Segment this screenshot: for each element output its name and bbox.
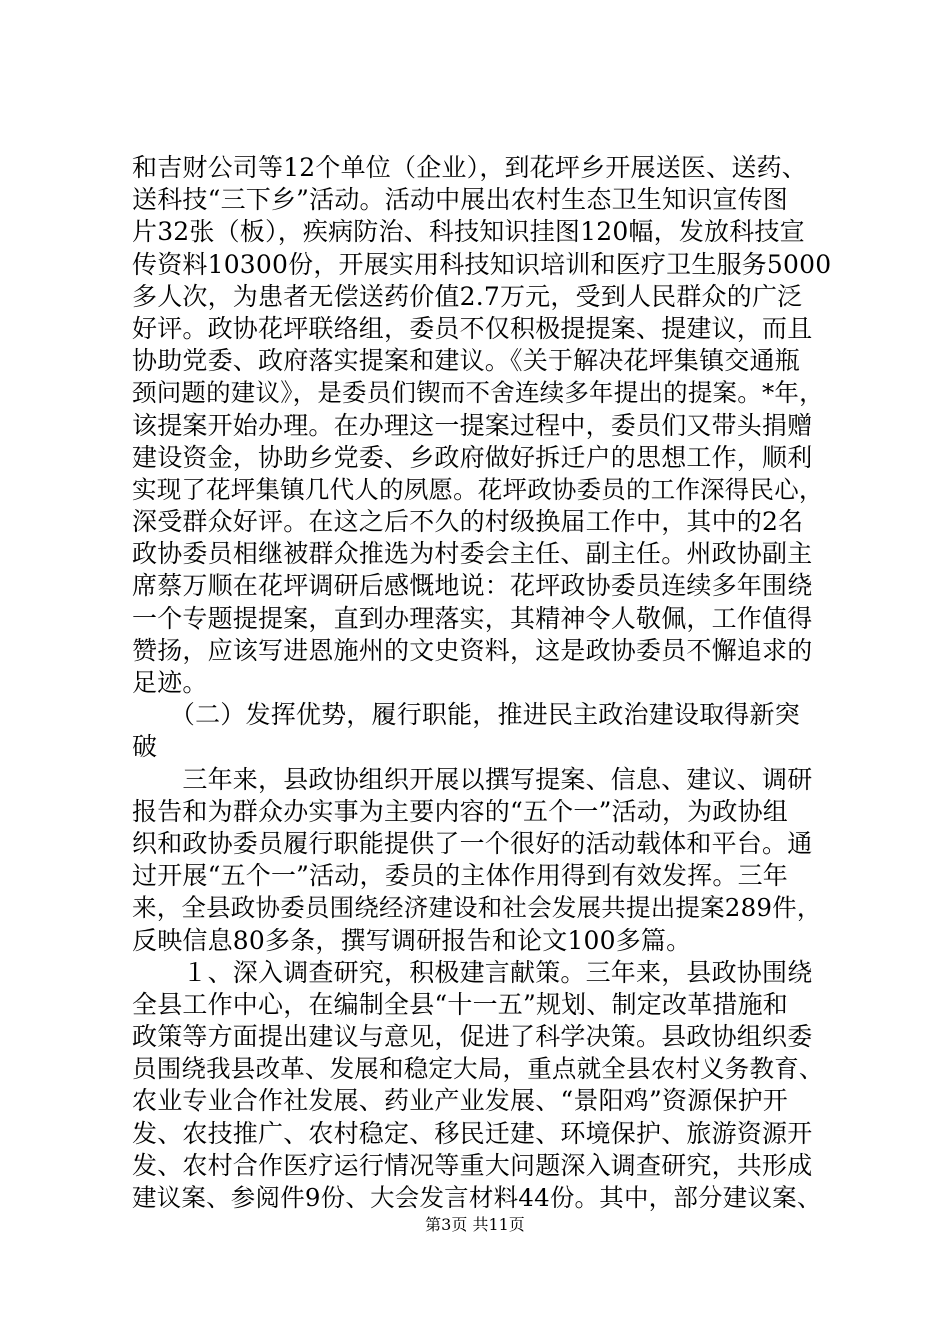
text-line: 该提案开始办理。在办理这一提案过程中，委员们又带头捐赠: [132, 410, 813, 440]
text-line: 实现了花坪集镇几代人的夙愿。花坪政协委员的工作深得民心，: [132, 474, 824, 504]
text-line: 好评。政协花坪联络组，委员不仅积极提提案、提建议，而且: [132, 313, 813, 343]
text-line: 片32张（板），疾病防治、科技知识挂图120幅，发放科技宣: [132, 217, 805, 247]
text-line: 来，全县政协委员围绕经济建设和社会发展共提出提案289件，: [132, 893, 822, 923]
page-footer: 第3页 共11页: [425, 1215, 525, 1234]
text-line: 三年来，县政协组织开展以撰写提案、信息、建议、调研: [132, 764, 813, 794]
text-line: 送科技“三下乡”活动。活动中展出农村生态卫生知识宣传图: [132, 185, 788, 215]
text-line: 全县工作中心，在编制全县“十一五”规划、制定改革措施和: [132, 989, 788, 1019]
text-line: 足迹。: [132, 668, 208, 697]
text-line: 破: [132, 732, 158, 762]
text-line: 农业专业合作社发展、药业产业发展、“景阳鸡”资源保护开: [132, 1086, 788, 1116]
text-line: 建设资金，协助乡党委、乡政府做好拆迁户的思想工作，顺利: [132, 442, 813, 472]
text-line: 发、农村合作医疗运行情况等重大问题深入调查研究，共形成: [132, 1150, 813, 1180]
text-line: 传资料10300份，开展实用科技知识培训和医疗卫生服务5000: [132, 249, 832, 279]
text-line: 报告和为群众办实事为主要内容的“五个一”活动，为政协组: [132, 796, 788, 826]
text-line: 一个专题提提案，直到办理落实，其精神令人敬佩，工作值得: [132, 603, 813, 633]
text-line: 过开展“五个一”活动，委员的主体作用得到有效发挥。三年: [132, 861, 788, 891]
text-line: （二）发挥优势，履行职能，推进民主政治建设取得新突: [132, 700, 800, 730]
text-line: 员围绕我县改革、发展和稳定大局，重点就全县农村义务教育、: [132, 1054, 824, 1084]
document-body: [132, 152, 832, 1214]
text-line: 织和政协委员履行职能提供了一个很好的活动载体和平台。通: [132, 828, 813, 858]
text-line: 反映信息80多条，撰写调研报告和论文100多篇。: [132, 925, 692, 955]
text-line: 政协委员相继被群众推选为村委会主任、副主任。州政协副主: [132, 539, 813, 569]
text-line: １、深入调查研究，积极建言献策。三年来，县政协围绕: [132, 957, 813, 987]
text-line: 颈问题的建议》，是委员们锲而不舍连续多年提出的提案。*年，: [132, 378, 824, 408]
text-line: 建议案、参阅件9份、大会发言材料44份。其中，部分建议案、: [132, 1183, 822, 1212]
text-line: 协助党委、政府落实提案和建议。《关于解决花坪集镇交通瓶: [132, 346, 800, 376]
text-line: 多人次，为患者无偿送药价值2.7万元，受到人民群众的广泛: [132, 281, 803, 311]
text-line: 赞扬，应该写进恩施州的文史资料，这是政协委员不懈追求的: [132, 635, 813, 665]
text-line: 和吉财公司等12个单位（企业），到花坪乡开展送医、送药、: [132, 153, 807, 182]
text-line: 席蔡万顺在花坪调研后感慨地说：花坪政协委员连续多年围绕: [132, 571, 813, 601]
text-line: 发、农技推广、农村稳定、移民迁建、环境保护、旅游资源开: [132, 1118, 813, 1148]
text-line: 政策等方面提出建议与意见，促进了科学决策。县政协组织委: [132, 1022, 813, 1052]
text-line: 深受群众好评。在这之后不久的村级换届工作中，其中的2名: [132, 507, 804, 537]
